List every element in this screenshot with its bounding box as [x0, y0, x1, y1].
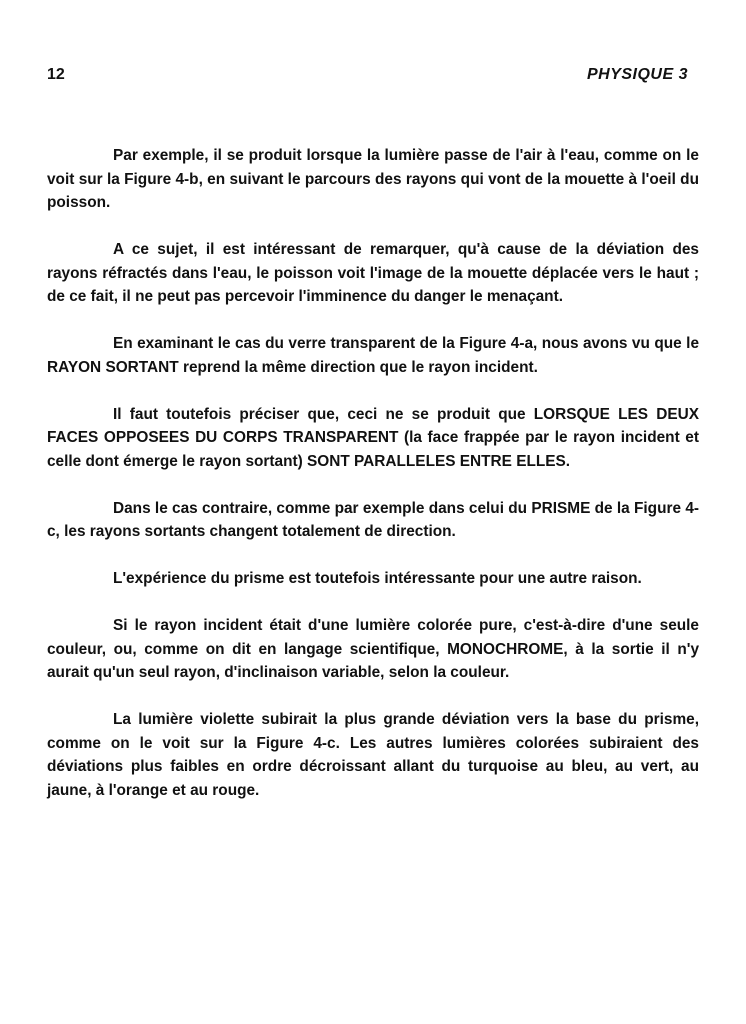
paragraph-glass-ray: En examinant le cas du verre transparent de la Figure 4-a, nous avons vu que le RAYON SORTANT reprend la même direction que le rayon incident.: [47, 335, 699, 376]
paragraph-prism-experience: L'expérience du prisme est toutefois intéressante pour une autre raison.: [113, 570, 642, 587]
paragraph-prism-direction: Dans le cas contraire, comme par exemple dans celui du PRISME de la Figure 4-c, les rayons sortants changent totalement de direction.: [47, 499, 699, 540]
page-number: 12: [47, 66, 65, 83]
paragraph-color-deviation: La lumière violette subirait la plus grande déviation vers la base du prisme, comme on le voit sur la Figure 4-c. Les autres lumières colorées subiraient des déviations plus faibles en ordre décroissant allant du turquoise au bleu, au vert, au jaune, à l'orange et au rouge.: [47, 711, 699, 799]
paragraph-fish-perception: A ce sujet, il est intéressant de remarquer, qu'à cause de la déviation des rayons réfractés dans l'eau, le poisson voit l'image de la mouette déplacée vers le haut ; de ce fait, il ne peut pas percevoir l'imminence du danger le menaçant.: [47, 241, 699, 305]
body-text: [47, 144, 699, 826]
paragraph-monochrome: Si le rayon incident était d'une lumière colorée pure, c'est-à-dire d'une seule couleur, ou, comme on dit en langage scientifique, MONOCHROME, à la sortie il n'y aurait qu'un seul rayon, d'inclinaison variable, selon la couleur.: [47, 617, 699, 681]
paragraph-refraction-example: Par exemple, il se produit lorsque la lumière passe de l'air à l'eau, comme on le voit sur la Figure 4-b, en suivant le parcours des rayons qui vont de la mouette à l'oeil du poisson.: [47, 147, 699, 211]
running-title: PHYSIQUE 3: [586, 66, 688, 83]
page-header: [47, 66, 688, 90]
paragraph-parallel-faces: Il faut toutefois préciser que, ceci ne se produit que LORSQUE LES DEUX FACES OPPOSEES DU CORPS TRANSPARENT (la face frappée par le rayon incident et celle dont émerge le rayon sortant) SONT PARALLELES ENTRE ELLES.: [47, 405, 699, 470]
